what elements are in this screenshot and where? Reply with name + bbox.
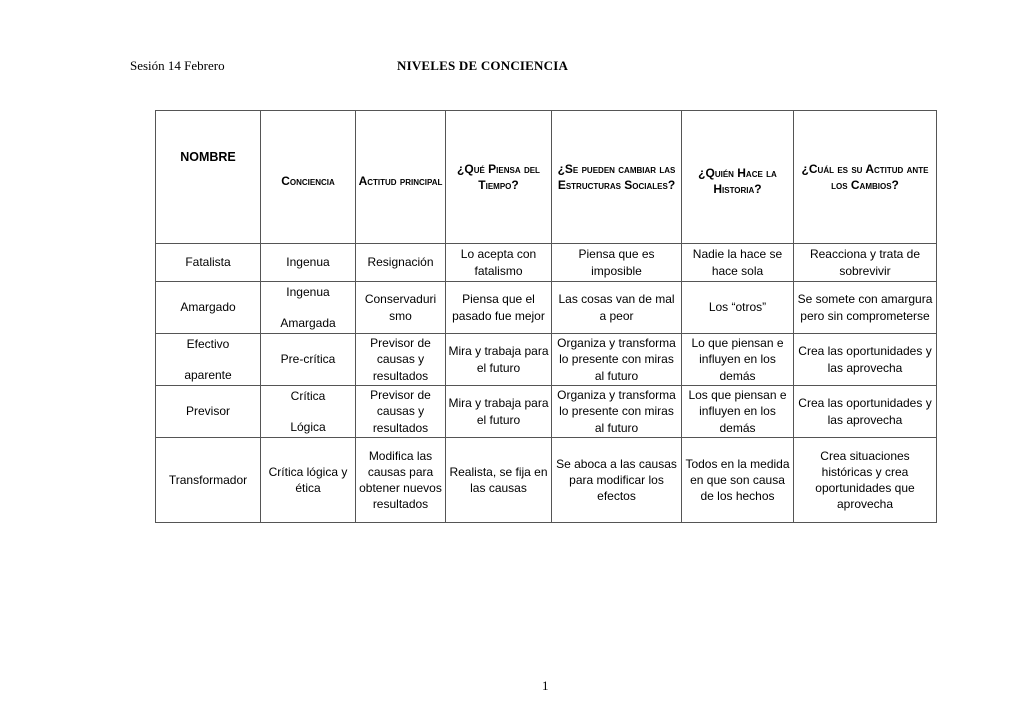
cell-actitud: Modifica las causas para obtener nuevos resultados <box>356 438 446 523</box>
cell-cambios: Se somete con amargura pero sin comprometerse <box>794 282 937 334</box>
session-date: Sesión 14 Febrero <box>130 58 225 73</box>
cell-historia: Todos en la medida en que son causa de los hechos <box>682 438 794 523</box>
niveles-table <box>155 110 937 523</box>
table-row <box>156 282 937 334</box>
cell-estructuras: Las cosas van de mal a peor <box>552 282 682 334</box>
cell-estructuras: Organiza y transforma lo presente con miras al futuro <box>552 334 682 386</box>
cell-nombre: Previsor <box>156 386 261 438</box>
col-header-actitud: Actitud principal <box>356 111 446 244</box>
cell-estructuras: Se aboca a las causas para modificar los efectos <box>552 438 682 523</box>
cell-cambios: Crea las oportunidades y las aprovecha <box>794 386 937 438</box>
cell-conciencia: Pre-crítica <box>261 334 356 386</box>
cell-tiempo: Mira y trabaja para el futuro <box>446 386 552 438</box>
col-header-estructuras: ¿Se pueden cambiar las Estructuras Sociales? <box>552 111 682 244</box>
cell-historia: Los “otros” <box>682 282 794 334</box>
col-header-conciencia: Conciencia <box>261 111 356 244</box>
conciencia-bottom: Amargada <box>280 315 336 330</box>
table-row <box>156 438 937 523</box>
conciencia-bottom: Lógica <box>290 419 326 434</box>
cell-estructuras: Piensa que es imposible <box>552 244 682 282</box>
nombre-top: Efectivo <box>186 337 230 351</box>
col-header-historia: ¿Quién Hace la Historia? <box>682 111 794 244</box>
cell-nombre: Fatalista <box>156 244 261 282</box>
conciencia-top: Ingenua <box>286 285 330 299</box>
table-header-row <box>156 111 937 244</box>
cell-conciencia <box>261 386 356 438</box>
col-header-cambios: ¿Cuál es su Actitud ante los Cambios? <box>794 111 937 244</box>
cell-tiempo: Lo acepta con fatalismo <box>446 244 552 282</box>
cell-historia: Los que piensan e influyen en los demás <box>682 386 794 438</box>
cell-tiempo: Mira y trabaja para el futuro <box>446 334 552 386</box>
cell-tiempo: Realista, se fija en las causas <box>446 438 552 523</box>
document-title: NIVELES DE CONCIENCIA <box>397 58 569 73</box>
cell-nombre <box>156 334 261 386</box>
cell-nombre: Amargado <box>156 282 261 334</box>
cell-historia: Nadie la hace se hace sola <box>682 244 794 282</box>
nombre-bottom: aparente <box>184 367 232 382</box>
cell-cambios: Reacciona y trata de sobrevivir <box>794 244 937 282</box>
col-header-tiempo: ¿Qué Piensa del Tiempo? <box>446 111 552 244</box>
conciencia-top: Crítica <box>290 389 326 403</box>
cell-nombre: Transformador <box>156 438 261 523</box>
cell-actitud: Conservaduri smo <box>356 282 446 334</box>
table-row <box>156 334 937 386</box>
cell-actitud: Resignación <box>356 244 446 282</box>
cell-estructuras: Organiza y transforma lo presente con miras al futuro <box>552 386 682 438</box>
cell-conciencia: Ingenua <box>261 244 356 282</box>
cell-conciencia: Crítica lógica y ética <box>261 438 356 523</box>
cell-historia: Lo que piensan e influyen en los demás <box>682 334 794 386</box>
col-header-nombre: NOMBRE <box>156 111 261 244</box>
page-number: 1 <box>542 678 549 693</box>
cell-cambios: Crea situaciones históricas y crea oportunidades que aprovecha <box>794 438 937 523</box>
cell-cambios: Crea las oportunidades y las aprovecha <box>794 334 937 386</box>
cell-actitud: Previsor de causas y resultados <box>356 386 446 438</box>
table-row <box>156 244 937 282</box>
cell-conciencia <box>261 282 356 334</box>
cell-actitud: Previsor de causas y resultados <box>356 334 446 386</box>
table-row <box>156 386 937 438</box>
cell-tiempo: Piensa que el pasado fue mejor <box>446 282 552 334</box>
